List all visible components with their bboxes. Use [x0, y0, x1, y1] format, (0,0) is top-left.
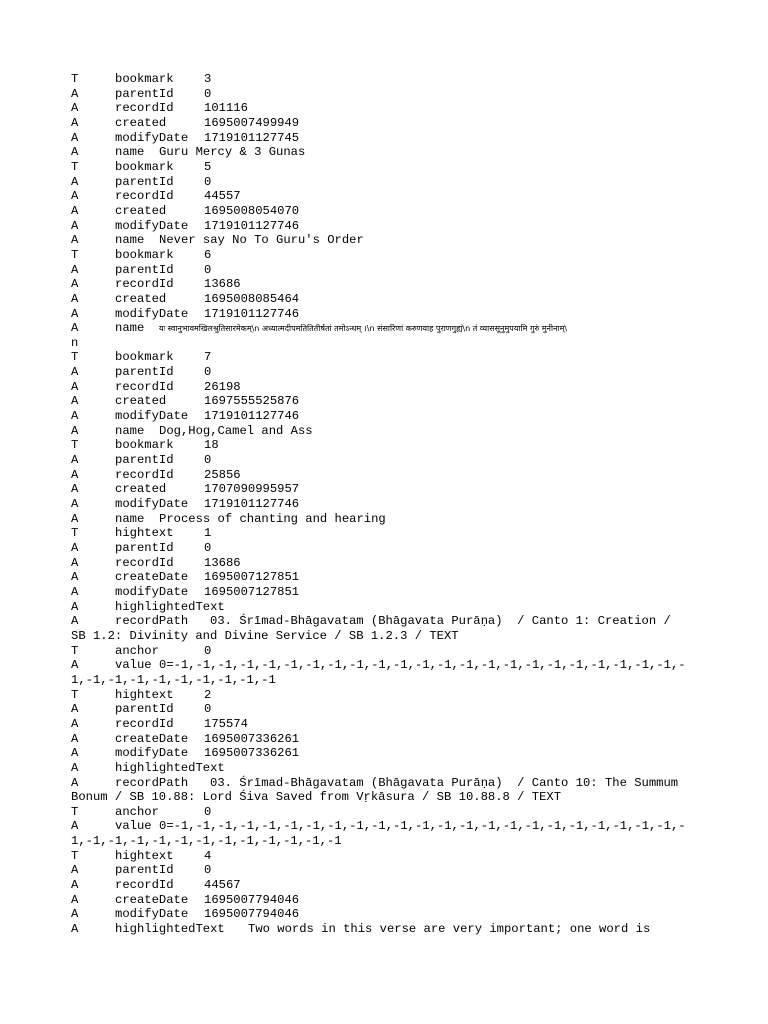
document-line	[71, 482, 701, 497]
document-line	[71, 350, 701, 365]
line-tag: A	[71, 130, 79, 145]
document-line	[71, 145, 701, 160]
line-tag: A	[71, 511, 79, 526]
line-key: modifyDate	[115, 907, 189, 922]
line-tag: A	[71, 86, 79, 101]
document-line	[71, 321, 701, 336]
document-line	[71, 497, 701, 512]
line-value: 6	[204, 247, 212, 262]
line-tag: A	[71, 453, 79, 468]
document-line	[71, 219, 701, 234]
line-key: highlightedText	[115, 599, 225, 614]
document-line	[71, 116, 701, 131]
document-line	[71, 87, 701, 102]
line-key: created	[115, 203, 167, 218]
document-line	[71, 292, 701, 307]
line-key: bookmark	[115, 438, 174, 453]
line-tag: A	[71, 878, 79, 893]
line-key: createDate	[115, 570, 189, 585]
document-line	[71, 189, 701, 204]
line-key: parentId	[115, 541, 174, 555]
line-key: recordId	[115, 379, 174, 394]
line-key: parentId	[115, 365, 174, 380]
document-line	[71, 922, 701, 937]
line-value: Process of chanting and hearing	[159, 511, 386, 526]
line-value: यः स्वानुभावमखिलश्रुतिसारमेकम्\n अध्यात्मदीपमतितितीर्षतां तमोऽन्धम् ।\n संसारिणां करुणयाह पुराणगुह्यं\n तं व्याससूनुमुपयामि गुरुं मुनीनाम्\	[159, 324, 568, 334]
document-line	[71, 658, 701, 673]
line-tag: A	[71, 541, 79, 555]
document-line	[71, 776, 701, 791]
line-value: 1695007336261	[204, 731, 300, 746]
line-tag: T	[71, 687, 79, 702]
line-key: modifyDate	[115, 497, 189, 512]
document-line	[71, 790, 701, 805]
document-line	[71, 805, 701, 820]
line-tag: T	[71, 438, 79, 453]
line-value: 1695007336261	[204, 746, 300, 761]
document-line	[71, 526, 701, 541]
line-tag: A	[71, 760, 79, 775]
line-value: 1719101127746	[204, 218, 300, 233]
line-tag: A	[71, 321, 79, 336]
line-tag: A	[71, 731, 79, 746]
document-line	[71, 380, 701, 395]
line-value: 1,-1,-1,-1,-1,-1,-1,-1,-1,-1	[71, 672, 276, 687]
line-key: bookmark	[115, 350, 174, 365]
line-tag: A	[71, 115, 79, 130]
line-key: bookmark	[115, 247, 174, 262]
line-value: 1695007127851	[204, 570, 300, 585]
document-line	[71, 556, 701, 571]
document-line	[71, 277, 701, 292]
line-tag: T	[71, 526, 79, 541]
line-value: 4	[204, 848, 212, 863]
line-tag: T	[71, 247, 79, 262]
line-key: parentId	[115, 174, 174, 189]
document-line	[71, 453, 701, 468]
line-tag: A	[71, 306, 79, 321]
line-key: modifyDate	[115, 306, 189, 321]
line-value: 18	[204, 438, 219, 453]
line-value: 0	[204, 541, 212, 555]
document-line	[71, 761, 701, 776]
document-line	[71, 72, 701, 87]
document-line	[71, 878, 701, 893]
line-value: Never say No To Guru's Order	[159, 233, 364, 248]
line-tag: T	[71, 643, 79, 658]
line-tag: A	[71, 262, 79, 277]
line-tag: A	[71, 863, 79, 878]
line-key: bookmark	[115, 72, 174, 86]
document-line	[71, 468, 701, 483]
line-tag: A	[71, 379, 79, 394]
line-value: Guru Mercy & 3 Gunas	[159, 145, 306, 160]
line-value: 1719101127746	[204, 497, 300, 512]
line-value: 1719101127746	[204, 306, 300, 321]
line-tag: A	[71, 233, 79, 248]
line-key: recordId	[115, 101, 174, 116]
line-value: 0=-1,-1,-1,-1,-1,-1,-1,-1,-1,-1,-1,-1,-1,-1,-1,-1,-1,-1,-1,-1,-1,-1,-1,-	[159, 819, 686, 834]
document-line	[71, 131, 701, 146]
line-tag: A	[71, 775, 79, 790]
line-key: modifyDate	[115, 746, 189, 761]
document-line	[71, 101, 701, 116]
document-line	[71, 263, 701, 278]
document-line	[71, 248, 701, 263]
line-tag: A	[71, 101, 79, 116]
line-value: 13686	[204, 555, 241, 570]
line-key: recordId	[115, 716, 174, 731]
line-key: parentId	[115, 86, 174, 101]
line-tag: A	[71, 570, 79, 585]
document-line	[71, 365, 701, 380]
line-key: created	[115, 482, 167, 497]
line-tag: n	[71, 335, 79, 350]
line-tag: A	[71, 423, 79, 438]
line-value: 1707090995957	[204, 482, 300, 497]
document-line	[71, 204, 701, 219]
line-value: 1695007127851	[204, 584, 300, 599]
document-line	[71, 673, 701, 688]
line-key: created	[115, 394, 167, 409]
line-value: SB 1.2: Divinity and Divine Service / SB 1.2.3 / TEXT	[71, 628, 459, 643]
document-line	[71, 863, 701, 878]
line-value: 0	[204, 453, 212, 468]
line-tag: A	[71, 394, 79, 409]
document-line	[71, 907, 701, 922]
line-tag: A	[71, 716, 79, 731]
line-value: 101116	[204, 101, 248, 116]
line-tag: A	[71, 599, 79, 614]
line-tag: A	[71, 174, 79, 189]
line-value: 0	[204, 702, 212, 717]
line-tag: A	[71, 409, 79, 424]
line-value: Two words in this verse are very important; one word is	[248, 922, 651, 937]
line-value: 0	[204, 365, 212, 380]
document-line	[71, 394, 701, 409]
document-line	[71, 702, 701, 717]
line-tag: A	[71, 203, 79, 218]
line-key: parentId	[115, 453, 174, 468]
line-key: parentId	[115, 863, 174, 878]
line-key: highlightedText	[115, 760, 225, 775]
line-value: 03. Śrīmad-Bhāgavatam (Bhāgavata Purāṇa) / Canto 10: The Summum	[210, 775, 679, 790]
line-value: 1697555525876	[204, 394, 300, 409]
line-tag: T	[71, 159, 79, 174]
document-line	[71, 585, 701, 600]
line-value: 1719101127746	[204, 409, 300, 424]
document-line	[71, 644, 701, 659]
document-line	[71, 849, 701, 864]
line-key: created	[115, 115, 167, 130]
line-key: hightext	[115, 687, 174, 702]
document-line	[71, 600, 701, 615]
document-line	[71, 336, 701, 351]
document-line	[71, 629, 701, 644]
line-tag: A	[71, 746, 79, 761]
document-line	[71, 512, 701, 527]
line-tag: A	[71, 702, 79, 717]
line-key: recordId	[115, 555, 174, 570]
line-key: created	[115, 291, 167, 306]
line-tag: A	[71, 218, 79, 233]
line-tag: A	[71, 892, 79, 907]
document-line	[71, 570, 701, 585]
line-tag: A	[71, 555, 79, 570]
line-key: createDate	[115, 892, 189, 907]
line-key: anchor	[115, 643, 159, 658]
line-key: recordId	[115, 878, 174, 893]
line-value: 5	[204, 159, 212, 174]
document-line	[71, 746, 701, 761]
line-value: 0	[204, 643, 212, 658]
line-key: name	[115, 423, 145, 438]
line-key: recordId	[115, 189, 174, 204]
line-value: 44557	[204, 189, 241, 204]
line-value: 1695007499949	[204, 115, 300, 130]
document-line	[71, 717, 701, 732]
line-key: createDate	[115, 731, 189, 746]
line-key: parentId	[115, 702, 174, 717]
document-line	[71, 819, 701, 834]
line-key: value	[115, 819, 152, 834]
line-key: recordPath	[115, 775, 189, 790]
document-line	[71, 834, 701, 849]
line-value: 0=-1,-1,-1,-1,-1,-1,-1,-1,-1,-1,-1,-1,-1,-1,-1,-1,-1,-1,-1,-1,-1,-1,-1,-	[159, 658, 686, 673]
line-value: 0	[204, 863, 212, 878]
line-key: name	[115, 145, 145, 160]
line-key: name	[115, 321, 145, 336]
document-page	[71, 72, 701, 937]
line-tag: A	[71, 482, 79, 497]
line-key: hightext	[115, 526, 174, 541]
document-line	[71, 307, 701, 322]
line-key: name	[115, 233, 145, 248]
line-value: 03. Śrīmad-Bhāgavatam (Bhāgavata Purāṇa) / Canto 1: Creation /	[210, 614, 671, 629]
line-value: 3	[204, 72, 212, 86]
line-key: bookmark	[115, 159, 174, 174]
line-value: 2	[204, 687, 212, 702]
line-value: 1695008054070	[204, 203, 300, 218]
document-line	[71, 160, 701, 175]
line-tag: A	[71, 922, 79, 937]
line-key: value	[115, 658, 152, 673]
line-value: 0	[204, 804, 212, 819]
document-line	[71, 233, 701, 248]
line-tag: A	[71, 584, 79, 599]
line-value: 7	[204, 350, 212, 365]
line-tag: A	[71, 614, 79, 629]
line-key: recordId	[115, 467, 174, 482]
line-value: 1695007794046	[204, 907, 300, 922]
document-line	[71, 688, 701, 703]
line-value: 44567	[204, 878, 241, 893]
line-tag: A	[71, 277, 79, 292]
document-line	[71, 175, 701, 190]
line-key: modifyDate	[115, 584, 189, 599]
line-key: modifyDate	[115, 409, 189, 424]
line-tag: A	[71, 145, 79, 160]
line-key: name	[115, 511, 145, 526]
line-value: 0	[204, 262, 212, 277]
line-tag: T	[71, 350, 79, 365]
line-value: 0	[204, 174, 212, 189]
line-key: hightext	[115, 848, 174, 863]
line-value: 25856	[204, 467, 241, 482]
document-line	[71, 409, 701, 424]
line-key: modifyDate	[115, 218, 189, 233]
line-tag: T	[71, 848, 79, 863]
line-tag: T	[71, 804, 79, 819]
line-value: 1,-1,-1,-1,-1,-1,-1,-1,-1,-1,-1,-1,-1	[71, 834, 342, 849]
line-tag: A	[71, 497, 79, 512]
line-key: recordId	[115, 277, 174, 292]
document-line	[71, 893, 701, 908]
line-tag: A	[71, 907, 79, 922]
document-line	[71, 614, 701, 629]
line-key: recordPath	[115, 614, 189, 629]
line-value: 1719101127745	[204, 130, 300, 145]
line-value: Dog,Hog,Camel and Ass	[159, 423, 313, 438]
line-value: 0	[204, 86, 212, 101]
line-value: 175574	[204, 716, 248, 731]
document-line	[71, 424, 701, 439]
line-tag: A	[71, 658, 79, 673]
line-key: modifyDate	[115, 130, 189, 145]
line-tag: A	[71, 291, 79, 306]
line-value: 1	[204, 526, 212, 541]
line-key: parentId	[115, 262, 174, 277]
line-tag: A	[71, 819, 79, 834]
line-tag: A	[71, 365, 79, 380]
line-value: 13686	[204, 277, 241, 292]
line-tag: T	[71, 72, 79, 86]
line-tag: A	[71, 189, 79, 204]
line-tag: A	[71, 467, 79, 482]
document-line	[71, 541, 701, 556]
line-value: 1695008085464	[204, 291, 300, 306]
line-key: highlightedText	[115, 922, 225, 937]
line-value: 1695007794046	[204, 892, 300, 907]
line-value: 26198	[204, 379, 241, 394]
document-line	[71, 732, 701, 747]
line-value: Bonum / SB 10.88: Lord Śiva Saved from Vṛkāsura / SB 10.88.8 / TEXT	[71, 790, 562, 805]
document-line	[71, 438, 701, 453]
line-key: anchor	[115, 804, 159, 819]
